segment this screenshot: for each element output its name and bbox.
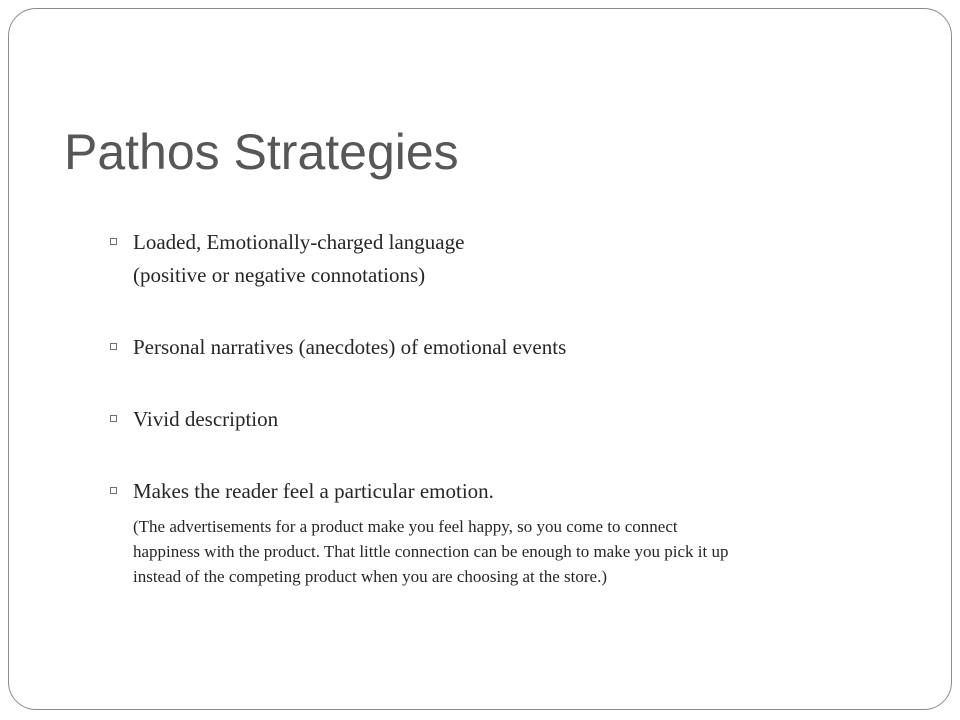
slide-title: Pathos Strategies [64,124,459,180]
spacer [110,364,900,403]
note-line: happiness with the product. That little connection can be enough to make you pick it up [133,542,729,561]
bullet-subtext: (positive or negative connotations) [133,263,426,287]
bullet-item-loaded-language [110,226,900,292]
square-bullet-icon [110,343,117,350]
note-line: instead of the competing product when you are choosing at the store.) [133,567,607,586]
bullet-item-particular-emotion [110,475,900,508]
bullet-note [110,514,900,589]
square-bullet-icon [110,415,117,422]
bullet-text: Makes the reader feel a particular emotion. [133,479,494,503]
spacer [110,292,900,331]
square-bullet-icon [110,238,117,245]
note-line: (The advertisements for a product make you feel happy, so you come to connect [133,517,678,536]
bullet-item-personal-narratives [110,331,900,364]
bullet-list [110,226,900,589]
bullet-text: Loaded, Emotionally-charged language [133,230,465,254]
bullet-text: Vivid description [133,407,279,431]
bullet-item-vivid-description [110,403,900,436]
bullet-text: Personal narratives (anecdotes) of emotional events [133,335,567,359]
spacer [110,436,900,475]
square-bullet-icon [110,487,117,494]
